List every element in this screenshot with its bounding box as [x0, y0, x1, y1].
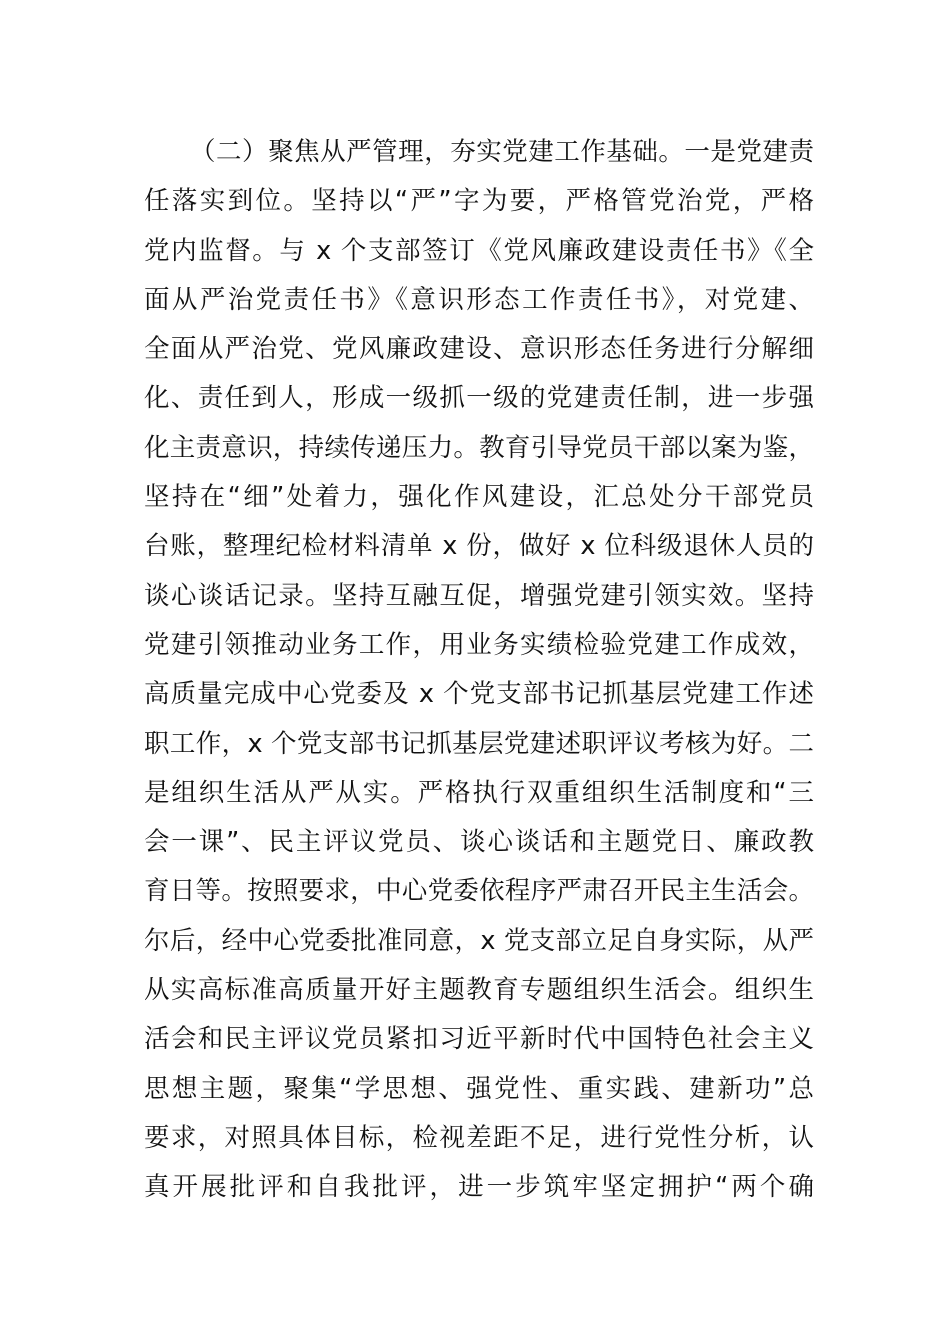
paragraph-line: 党建引领推动业务工作，用业务实绩检验党建工作成效，: [144, 629, 814, 660]
paragraph-line: 任落实到位。坚持以“严”字为要，严格管党治党，严格: [144, 186, 814, 217]
paragraph-line: 坚持在“细”处着力，强化作风建设，汇总处分干部党员: [144, 482, 814, 513]
paragraph-line: 台账，整理纪检材料清单 x 份，做好 x 位科级退休人员的: [144, 531, 814, 562]
paragraph-line: 职工作，x 个党支部书记抓基层党建述职评议考核为好。二: [144, 728, 814, 759]
paragraph-line: 尔后，经中心党委批准同意，x 党支部立足自身实际，从严: [144, 925, 814, 956]
paragraph-line: 党内监督。与 x 个支部签订《党风廉政建设责任书》《全: [144, 235, 814, 266]
paragraph-line: （二）聚焦从严管理，夯实党建工作基础。一是党建责: [190, 137, 814, 167]
body-paragraph: [144, 128, 814, 1213]
paragraph-line: 从实高标准高质量开好主题教育专题组织生活会。组织生: [144, 975, 814, 1006]
paragraph-line: 化、责任到人，形成一级抓一级的党建责任制，进一步强: [144, 383, 814, 414]
paragraph-line: 高质量完成中心党委及 x 个党支部书记抓基层党建工作述: [144, 679, 814, 710]
paragraph-line: 面从严治党责任书》《意识形态工作责任书》，对党建、: [144, 284, 814, 315]
paragraph-line: 是组织生活从严从实。严格执行双重组织生活制度和“三: [144, 777, 814, 808]
paragraph-line: 思想主题，聚集“学思想、强党性、重实践、建新功”总: [144, 1073, 814, 1104]
paragraph-line: 活会和民主评议党员紧扣习近平新时代中国特色社会主义: [144, 1024, 814, 1055]
paragraph-line: 化主责意识，持续传递压力。教育引导党员干部以案为鉴，: [144, 432, 814, 463]
paragraph-line: 谈心谈话记录。坚持互融互促，增强党建引领实效。坚持: [144, 580, 814, 611]
paragraph-line: 要求，对照具体目标，检视差距不足，进行党性分析，认: [144, 1122, 814, 1153]
paragraph-line: 全面从严治党、党风廉政建设、意识形态任务进行分解细: [144, 334, 814, 365]
paragraph-line: 真开展批评和自我批评，进一步筑牢坚定拥护“两个确: [144, 1172, 814, 1203]
paragraph-line: 育日等。按照要求，中心党委依程序严肃召开民主生活会。: [144, 876, 814, 907]
paragraph-line: 会一课”、民主评议党员、谈心谈话和主题党日、廉政教: [144, 827, 814, 858]
